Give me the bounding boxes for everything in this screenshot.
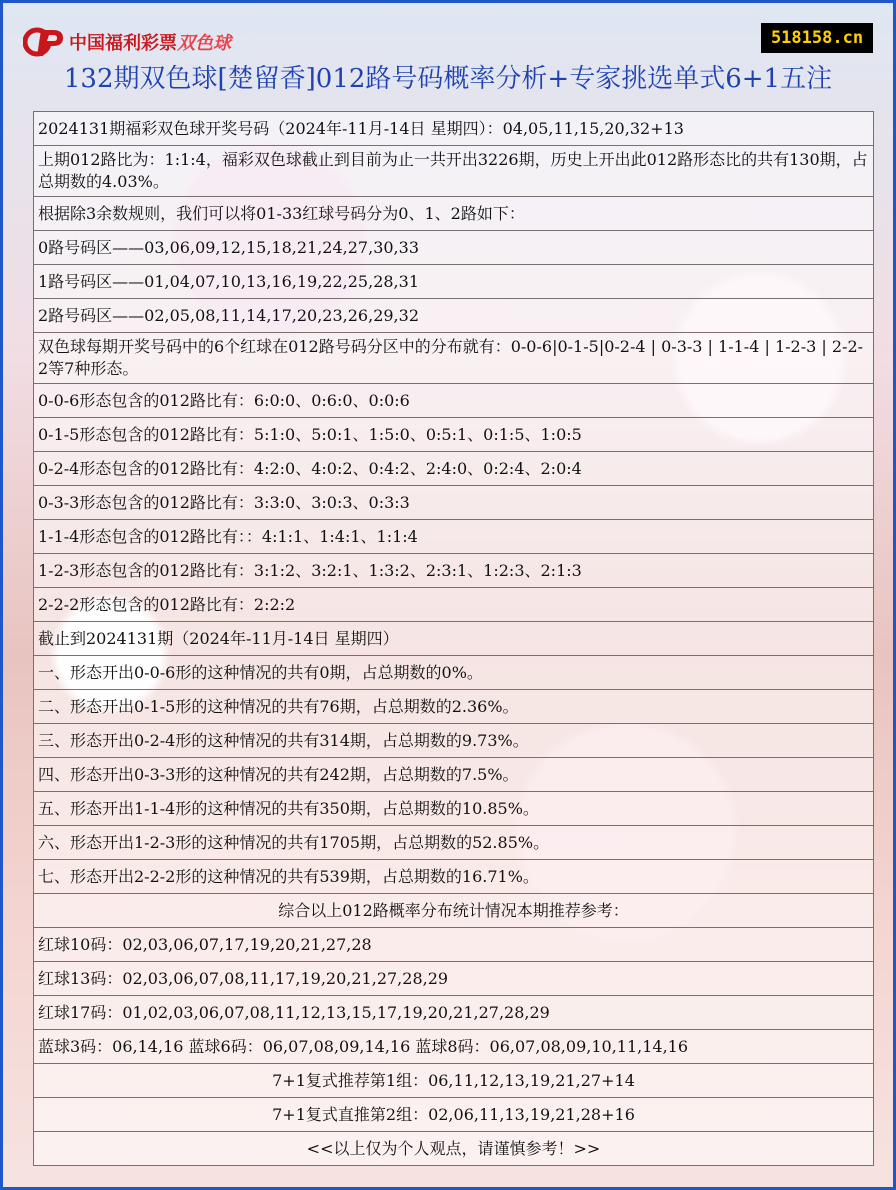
table-row <box>34 928 874 962</box>
table-row <box>34 231 874 265</box>
table-cell: 七、形态开出2-2-2形的这种情况的共有539期，占总期数的16.71%。 <box>34 860 874 894</box>
table-cell: 红球17码：01,02,03,06,07,08,11,12,13,15,17,19,20,21,27,28,29 <box>34 996 874 1030</box>
table-row <box>34 554 874 588</box>
table-row <box>34 860 874 894</box>
site-badge[interactable]: 518158.cn <box>761 23 873 53</box>
table-cell: 四、形态开出0-3-3形的这种情况的共有242期，占总期数的7.5%。 <box>34 758 874 792</box>
table-cell: 0-1-5形态包含的012路比有：5:1:0、5:0:1、1:5:0、0:5:1、0:1:5、1:0:5 <box>34 418 874 452</box>
table-cell: 根据除3余数规则，我们可以将01-33红球号码分为0、1、2路如下： <box>34 197 874 231</box>
table-cell: 0-2-4形态包含的012路比有：4:2:0、4:0:2、0:4:2、2:4:0、0:2:4、2:0:4 <box>34 452 874 486</box>
table-cell: 截止到2024131期（2024年-11月-14日 星期四） <box>34 622 874 656</box>
table-cell: 上期012路比为：1:1:4，福彩双色球截止到目前为止一共开出3226期，历史上开出此012路形态比的共有130期，占总期数的4.03%。 <box>34 146 874 197</box>
table-cell: 红球13码：02,03,06,07,08,11,17,19,20,21,27,28,29 <box>34 962 874 996</box>
logo-cwl-text: 中国福利彩票 <box>69 33 177 54</box>
table-cell: 红球10码：02,03,06,07,17,19,20,21,27,28 <box>34 928 874 962</box>
table-row <box>34 1098 874 1132</box>
table-row <box>34 588 874 622</box>
table-cell: 三、形态开出0-2-4形的这种情况的共有314期，占总期数的9.73%。 <box>34 724 874 758</box>
table-row <box>34 826 874 860</box>
table-cell: 1-2-3形态包含的012路比有：3:1:2、3:2:1、1:3:2、2:3:1、1:2:3、2:1:3 <box>34 554 874 588</box>
table-row <box>34 622 874 656</box>
table-row <box>34 486 874 520</box>
table-cell: 2-2-2形态包含的012路比有：2:2:2 <box>34 588 874 622</box>
table-cell: <<以上仅为个人观点，请谨慎参考！>> <box>34 1132 874 1166</box>
table-cell: 二、形态开出0-1-5形的这种情况的共有76期，占总期数的2.36%。 <box>34 690 874 724</box>
cwl-logo-icon <box>23 26 65 58</box>
table-row <box>34 520 874 554</box>
table-row <box>34 265 874 299</box>
table-row <box>34 690 874 724</box>
table-row <box>34 112 874 146</box>
table-row <box>34 962 874 996</box>
table-row <box>34 656 874 690</box>
table-row <box>34 418 874 452</box>
table-cell: 六、形态开出1-2-3形的这种情况的共有1705期，占总期数的52.85%。 <box>34 826 874 860</box>
table-row <box>34 894 874 928</box>
table-cell: 0路号码区——03,06,09,12,15,18,21,24,27,30,33 <box>34 231 874 265</box>
table-row <box>34 146 874 197</box>
table-cell: 1-1-4形态包含的012路比有：：4:1:1、1:4:1、1:1:4 <box>34 520 874 554</box>
table-row <box>34 1030 874 1064</box>
table-cell: 7+1复式推荐第1组：06,11,12,13,19,21,27+14 <box>34 1064 874 1098</box>
analysis-table-wrap <box>33 111 874 1166</box>
page-title: 132期双色球[楚留香]012路号码概率分析+专家挑选单式6+1五注 <box>63 64 833 94</box>
table-cell: 五、形态开出1-1-4形的这种情况的共有350期，占总期数的10.85%。 <box>34 792 874 826</box>
logo-text <box>69 29 231 55</box>
table-row <box>34 724 874 758</box>
table-cell: 7+1复式直推第2组：02,06,11,13,19,21,28+16 <box>34 1098 874 1132</box>
table-row <box>34 792 874 826</box>
table-cell: 0-3-3形态包含的012路比有：3:3:0、3:0:3、0:3:3 <box>34 486 874 520</box>
table-row <box>34 996 874 1030</box>
table-cell: 2024131期福彩双色球开奖号码（2024年-11月-14日 星期四）：04,05,11,15,20,32+13 <box>34 112 874 146</box>
table-cell: 2路号码区——02,05,08,11,14,17,20,23,26,29,32 <box>34 299 874 333</box>
table-row <box>34 1064 874 1098</box>
logo-ssq-text: 双色球 <box>177 33 231 54</box>
table-row <box>34 1132 874 1166</box>
table-cell: 综合以上012路概率分布统计情况本期推荐参考： <box>34 894 874 928</box>
table-cell: 1路号码区——01,04,07,10,13,16,19,22,25,28,31 <box>34 265 874 299</box>
table-row <box>34 197 874 231</box>
lottery-logo <box>23 25 231 59</box>
table-cell: 0-0-6形态包含的012路比有：6:0:0、0:6:0、0:0:6 <box>34 384 874 418</box>
table-cell: 蓝球3码：06,14,16 蓝球6码：06,07,08,09,14,16 蓝球8码：06,07,08,09,10,11,14,16 <box>34 1030 874 1064</box>
table-cell: 双色球每期开奖号码中的6个红球在012路号码分区中的分布就有：0-0-6|0-1-5|0-2-4 | 0-3-3 | 1-1-4 | 1-2-3 | 2-2-2等7种形态。 <box>34 333 874 384</box>
table-row <box>34 333 874 384</box>
table-row <box>34 758 874 792</box>
analysis-table <box>33 111 874 1166</box>
table-row <box>34 452 874 486</box>
table-row <box>34 299 874 333</box>
table-row <box>34 384 874 418</box>
table-cell: 一、形态开出0-0-6形的这种情况的共有0期，占总期数的0%。 <box>34 656 874 690</box>
